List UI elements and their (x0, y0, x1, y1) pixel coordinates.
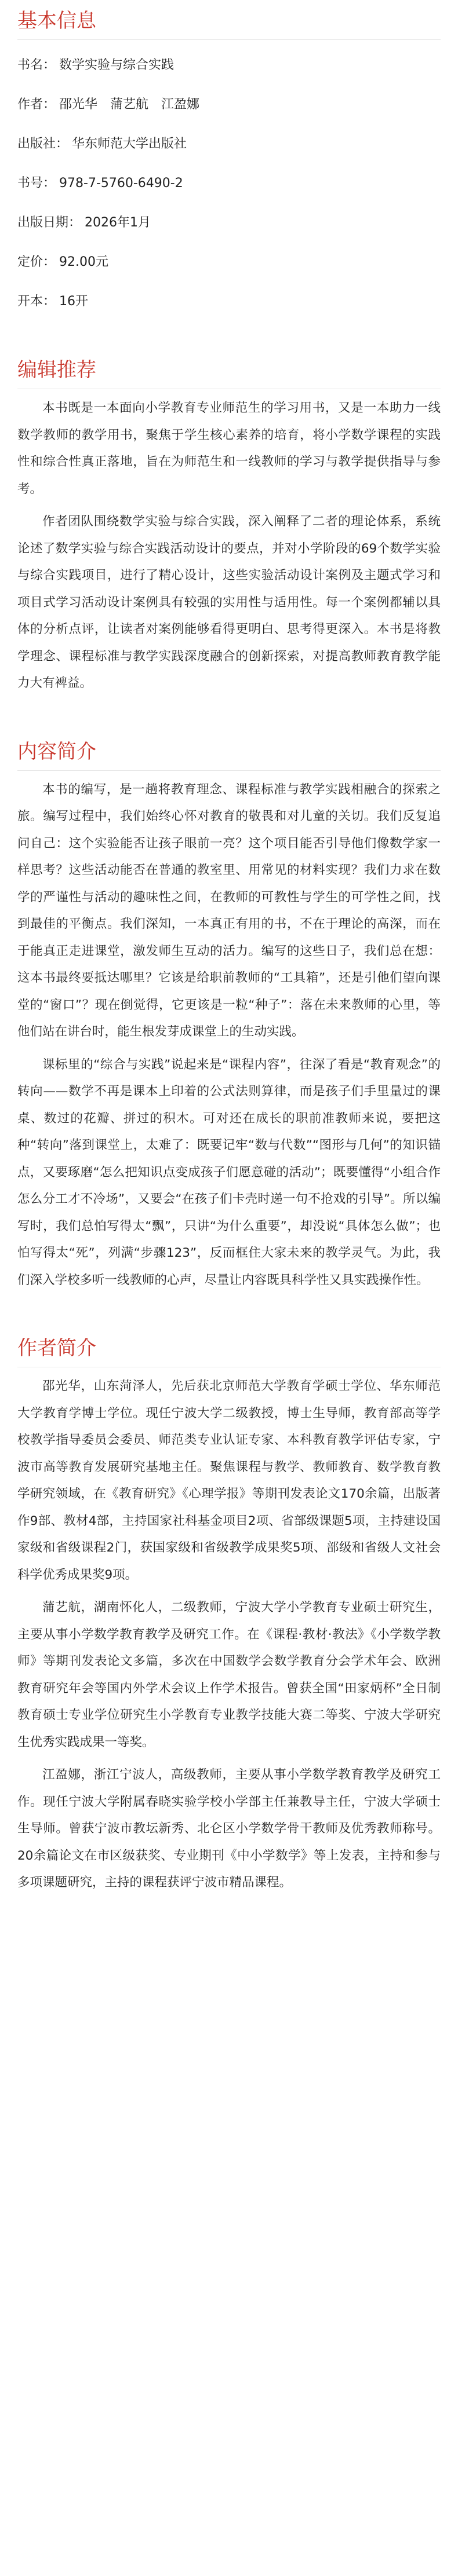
content-intro-section (17, 738, 441, 1294)
info-value-isbn: 978-7-5760-6490-2 (59, 176, 183, 191)
intro-paragraph: 本书的编写，是一趟将教育理念、课程标准与教学实践相融合的探索之旅。编写过程中，我们始终心怀对教育的敬畏和对儿童的关切。我们反复追问自己：这个实验能否让孩子眼前一亮？这个项目能否引导他们像数学家一样思考？这些活动能否在普通的教室里、用常见的材料实现？我们力求在数学的严谨性与活动的趣味性之间，在教师的可教性与学生的可学性之间，找到最佳的平衡点。我们深知，一本真正有用的书，不在于理论的高深，而在于能真正走进课堂，激发师生互动的活力。编写的这些日子，我们总在想：这本书最终要抵达哪里？它该是给职前教师的“工具箱”，还是引他们望向课堂的“窗口”？现在倒觉得，它更该是一粒“种子”：落在未来教师的心里，等他们站在讲台时，能生根发芽成课堂上的生动实践。 (17, 782, 441, 1039)
info-price-row (17, 243, 441, 282)
info-value-price: 92.00元 (59, 255, 108, 269)
basic-info-section (17, 7, 441, 321)
info-value-book-title: 数学实验与综合实践 (59, 58, 175, 72)
info-value-authors: 邵光华 蒲艺航 江盈娜 (59, 97, 200, 112)
recommend-paragraph: 作者团队围绕数学实验与综合实践，深入阐释了二者的理论体系，系统论述了数学实验与综合实践活动设计的要点，并对小学阶段的69个数学实验与综合实践项目，进行了精心设计，这些实验活动设计案例及主题式学习和项目式学习活动设计案例具有较强的实用性与适用性。每一个案例都辅以具体的分析点评，让读者对案例能够看得更明白、思考得更深入。本书是将教学理念、课程标准与教学实践深度融合的创新探索，对提高教师教育教学能力大有裨益。 (17, 514, 441, 690)
info-label: 定价： (17, 255, 56, 269)
info-isbn-row (17, 164, 441, 203)
section-spacer (17, 1300, 441, 1334)
info-pubdate-row (17, 203, 441, 243)
section-title-editor-recommend: 编辑推荐 (17, 356, 441, 389)
info-author-row (17, 85, 441, 125)
info-publisher-row (17, 125, 441, 164)
section-spacer (17, 321, 441, 356)
section-spacer (17, 703, 441, 738)
author-bio-paragraph: 蒲艺航，湖南怀化人，二级教师，宁波大学小学教育专业硕士研究生，主要从事小学数学教育教学及研究工作。在《课程·教材·教法》《小学数学教师》等期刊发表论文多篇，多次在中国数学会数学教育分会学术年会、欧洲教育研究年会等国内外学术会议上作学术报告。曾获全国“田家炳杯”全日制教育硕士专业学位研究生小学教育专业教学技能大赛二等奖、宁波大学研究生优秀实践成果一等奖。 (17, 1600, 441, 1750)
section-title-basic-info: 基本信息 (17, 7, 441, 40)
info-format-row (17, 282, 441, 321)
section-title-author-intro: 作者简介 (17, 1334, 441, 1367)
info-value-publisher: 华东师范大学出版社 (72, 137, 187, 151)
section-title-content-intro: 内容简介 (17, 738, 441, 771)
info-value-pubdate: 2026年1月 (85, 215, 151, 230)
info-label: 出版日期： (17, 215, 82, 230)
author-bio-paragraph: 邵光华，山东菏泽人，先后获北京师范大学教育学硕士学位、华东师范大学教育学博士学位。现任宁波大学二级教授，博士生导师，教育部高等学校教学指导委员会委员、师范类专业认证专家、本科教育教学评估专家，宁波市高等教育发展研究基地主任。聚焦课程与教学、教师教育、数学教育教学研究领域，在《教育研究》《心理学报》等期刊发表论文170余篇，出版著作9部、教材4部，主持国家社科基金项目2项、省部级课题5项，主持建设国家级和省级课程2门，获国家级和省级教学成果奖5项、部级和省级人文社会科学优秀成果奖9项。 (17, 1379, 441, 1582)
intro-paragraph: 课标里的“综合与实践”说起来是“课程内容”，往深了看是“教育观念”的转向——数学不再是课本上印着的公式法则算律，而是孩子们手里量过的课桌、数过的花瓣、拼过的积木。可对还在成长的职前准教师来说，要把这种“转向”落到课堂上，太难了：既要记牢“数与代数”“图形与几何”的知识锚点，又要琢磨“怎么把知识点变成孩子们愿意碰的活动”；既要懂得“小组合作怎么分工才不冷场”，又要会“在孩子们卡壳时递一句不抢戏的引导”。所以编写时，我们总怕写得太“飘”，只讲“为什么重要”，却没说“具体怎么做”；也怕写得太“死”，列满“步骤123”，反而框住大家未来的教学灵气。为此，我们深入学校多听一线教师的心声，尽量让内容既具科学性又具实践操作性。 (17, 1057, 441, 1287)
info-label: 书号： (17, 176, 56, 191)
editor-recommend-section (17, 356, 441, 697)
info-label: 作者： (17, 97, 56, 112)
info-label: 出版社： (17, 137, 69, 151)
info-label: 书名： (17, 58, 56, 72)
recommend-paragraph: 本书既是一本面向小学教育专业师范生的学习用书，又是一本助力一线数学教师的教学用书，聚焦于学生核心素养的培育，将小学数学课程的实践性和综合性真正落地，旨在为师范生和一线教师的学习与教学提供指导与参考。 (17, 401, 441, 496)
info-value-format: 16开 (59, 294, 89, 309)
author-bio-paragraph: 江盈娜，浙江宁波人，高级教师，主要从事小学数学教育教学及研究工作。现任宁波大学附属春晓实验学校小学部主任兼教导主任，宁波大学硕士生导师。曾获宁波市教坛新秀、北仑区小学数学骨干教师及优秀教师称号。20余篇论文在市区级获奖、专业期刊《中小学数学》等上发表，主持和参与多项课题研究，主持的课程获评宁波市精品课程。 (17, 1768, 441, 1890)
info-title-row (17, 46, 441, 85)
info-label: 开本： (17, 294, 56, 309)
author-intro-section (17, 1334, 441, 1897)
